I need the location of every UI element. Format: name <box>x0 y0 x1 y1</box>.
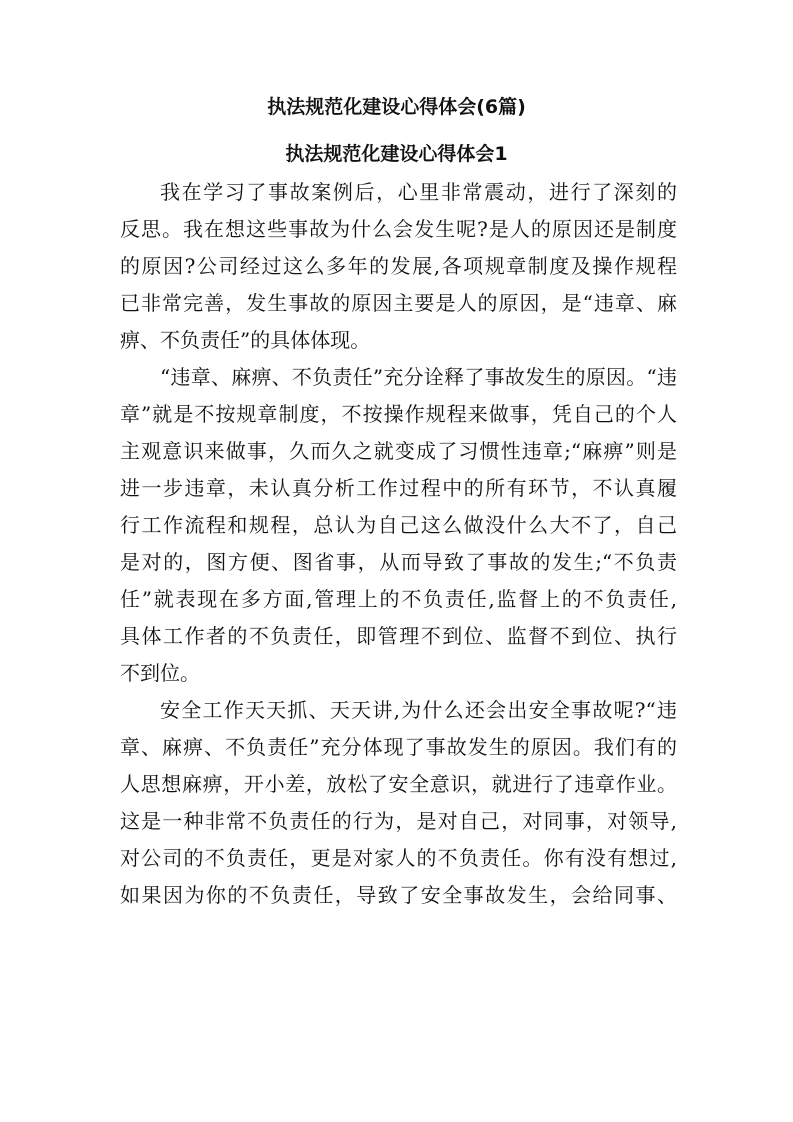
document-body <box>0 174 793 914</box>
text-line: 章、麻痹、不负责任”充分体现了事故发生的原因。我们有的 <box>120 735 677 759</box>
text-line: 我在学习了事故案例后，心里非常震动，进行了深刻的 <box>160 180 677 204</box>
text-line: 的原因?公司经过这么多年的发展,各项规章制度及操作规程 <box>120 254 677 278</box>
paragraph-1 <box>0 174 793 359</box>
document-title: 执法规范化建设心得体会(6篇) <box>267 96 526 118</box>
text-line: 痹、不负责任”的具体体现。 <box>120 328 371 352</box>
section-subtitle: 执法规范化建设心得体会1 <box>285 143 508 165</box>
text-line: 反思。我在想这些事故为什么会发生呢?是人的原因还是制度 <box>120 217 677 241</box>
text-line: 这是一种非常不负责任的行为，是对自己，对同事，对领导, <box>120 809 677 833</box>
text-line: 人思想麻痹，开小差，放松了安全意识，就进行了违章作业。 <box>120 772 677 796</box>
text-line: 如果因为你的不负责任，导致了安全事故发生，会给同事、 <box>120 883 677 907</box>
paragraph-2 <box>0 359 793 692</box>
text-line: “违章、麻痹、不负责任”充分诠释了事故发生的原因。“违 <box>160 365 677 389</box>
text-line: 不到位。 <box>120 661 200 685</box>
text-line: 对公司的不负责任，更是对家人的不负责任。你有没有想过, <box>120 846 677 870</box>
text-line: 任”就表现在多方面,管理上的不负责任,监督上的不负责任, <box>120 587 677 611</box>
text-line: 章”就是不按规章制度，不按操作规程来做事，凭自己的个人 <box>120 402 677 426</box>
text-line: 具体工作者的不负责任，即管理不到位、监督不到位、执行 <box>120 624 677 648</box>
text-line: 进一步违章，未认真分析工作过程中的所有环节，不认真履 <box>120 476 677 500</box>
text-line: 行工作流程和规程，总认为自己这么做没什么大不了，自己 <box>120 513 677 537</box>
text-line: 已非常完善，发生事故的原因主要是人的原因，是“违章、麻 <box>120 291 677 315</box>
text-line: 是对的，图方便、图省事，从而导致了事故的发生;“不负责 <box>120 550 677 574</box>
paragraph-3 <box>0 692 793 914</box>
text-line: 主观意识来做事，久而久之就变成了习惯性违章;“麻痹”则是 <box>120 439 677 463</box>
text-line: 安全工作天天抓、天天讲,为什么还会出安全事故呢?“违 <box>160 698 677 722</box>
